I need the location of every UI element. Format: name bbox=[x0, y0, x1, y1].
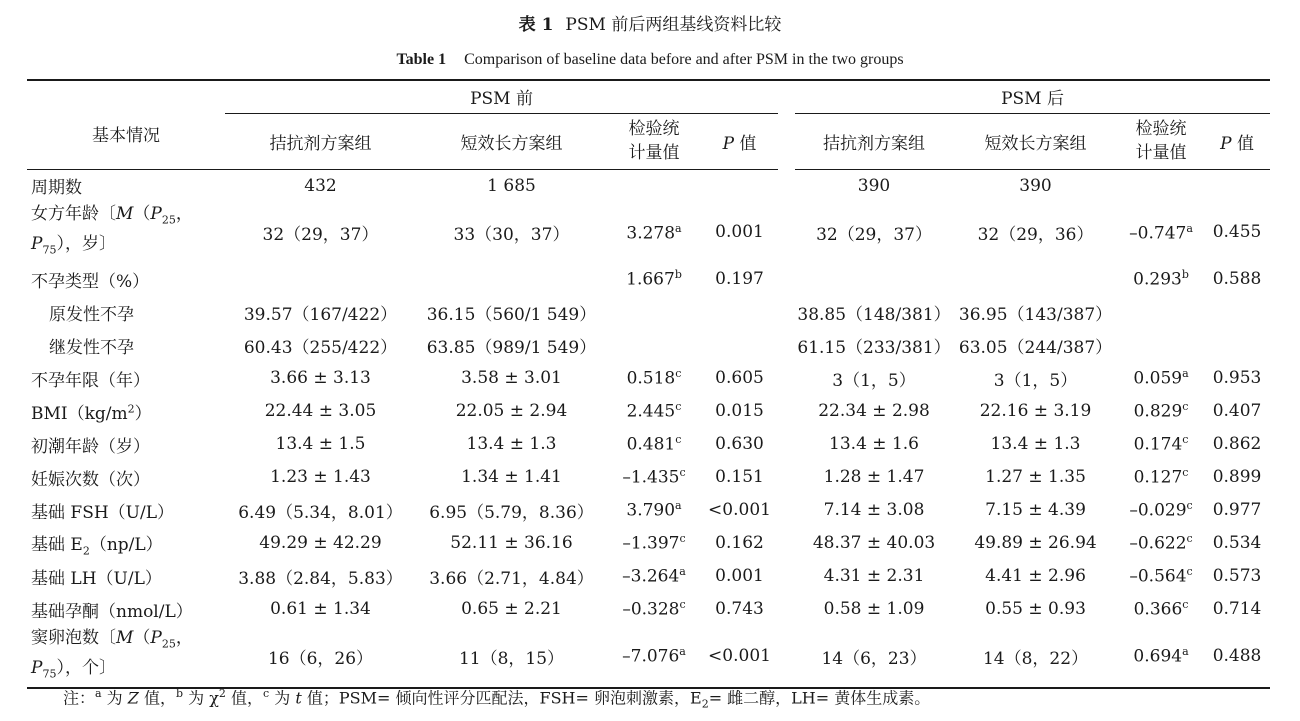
cell-antagonist-after: 14（6，23） bbox=[821, 648, 927, 669]
header-antagonist-after: 拮抗剂方案组 bbox=[795, 113, 953, 169]
cell-gap bbox=[778, 263, 795, 296]
cell-stat-after: –0.622$^c$ bbox=[1129, 532, 1193, 555]
cell-stat-before: 3.790$^a$ bbox=[626, 499, 682, 522]
cell-antagonist-after: 32（29，37） bbox=[816, 224, 932, 245]
row-label: 妊娠次数（次） bbox=[31, 469, 150, 490]
header-basic-info: 基本情况 bbox=[27, 80, 225, 169]
cell-short-long-before: 22.05 ± 2.94 bbox=[455, 401, 568, 422]
cell-short-long-before: 36.15（560/1 549） bbox=[426, 304, 597, 325]
cell-p-after bbox=[1204, 169, 1270, 202]
cell-gap bbox=[778, 395, 795, 428]
cell-short-long-before bbox=[416, 263, 607, 296]
header-stat-line2: 计量值 bbox=[628, 143, 680, 163]
cell-stat-after: 0.174$^c$ bbox=[1133, 433, 1189, 456]
cell-antagonist-before: 6.49（5.34，8.01） bbox=[238, 502, 403, 523]
cell-short-long-after: 36.95（143/387） bbox=[958, 304, 1113, 325]
table-row bbox=[27, 395, 1270, 428]
cell-p-after: 0.714 bbox=[1212, 599, 1262, 620]
cell-short-long-before: 1 685 bbox=[487, 175, 536, 196]
table-row bbox=[27, 560, 1270, 593]
cell-gap bbox=[778, 296, 795, 329]
cell-p-after bbox=[1204, 296, 1270, 329]
cell-stat-before: –1.435$^c$ bbox=[622, 466, 686, 489]
table-row bbox=[27, 202, 1270, 263]
cell-p-before: 0.605 bbox=[715, 368, 764, 389]
cell-p-before: 0.197 bbox=[715, 269, 764, 290]
baseline-table bbox=[27, 79, 1270, 689]
header-short-long-before: 短效长方案组 bbox=[416, 113, 607, 169]
cell-antagonist-before: 60.43（255/422） bbox=[243, 337, 398, 358]
cell-antagonist-after: 7.14 ± 3.08 bbox=[823, 500, 925, 521]
cell-p-before bbox=[701, 169, 778, 202]
label-line2: $P_{75}$），个〕 bbox=[31, 658, 116, 681]
header-p-letter: P bbox=[722, 133, 735, 154]
cell-antagonist-after: 38.85（148/381） bbox=[797, 304, 951, 325]
cell-p-after: 0.534 bbox=[1212, 533, 1262, 554]
header-p-before bbox=[701, 113, 778, 169]
table-body bbox=[27, 169, 1270, 688]
row-label bbox=[27, 202, 225, 263]
cell-short-long-after: 4.41 ± 2.96 bbox=[985, 566, 1086, 587]
cell-p-before: 0.001 bbox=[715, 566, 764, 587]
cell-antagonist-before bbox=[225, 263, 416, 296]
row-label: 基础 LH（U/L） bbox=[31, 568, 162, 589]
note-sup-2: 2 bbox=[218, 687, 226, 700]
cell-stat-before: –1.397$^c$ bbox=[622, 532, 686, 555]
note-sup-c: c bbox=[263, 687, 270, 700]
cell-stat-after bbox=[1118, 296, 1204, 329]
note-sup-a: a bbox=[95, 687, 102, 700]
cell-antagonist-after: 61.15（233/381） bbox=[797, 337, 951, 358]
cell-gap bbox=[778, 329, 795, 362]
cell-stat-before bbox=[607, 329, 701, 362]
header-row-groups bbox=[27, 80, 1270, 113]
cell-p-after: 0.977 bbox=[1212, 500, 1262, 521]
cell-gap bbox=[778, 626, 795, 688]
row-label: $BMI(kg/m^2)$ bbox=[31, 402, 152, 424]
cell-p-before: 0.162 bbox=[715, 533, 764, 554]
cell-short-long-after: 63.05（244/387） bbox=[958, 337, 1113, 358]
cell-antagonist-before: 1.23 ± 1.43 bbox=[270, 467, 371, 488]
cell-stat-after: –0.747$^a$ bbox=[1129, 221, 1193, 244]
cell-short-long-before: 0.65 ± 2.21 bbox=[461, 599, 562, 620]
label-line2: $P_{75}$），岁〕 bbox=[31, 234, 116, 257]
cell-p-before: 0.001 bbox=[715, 222, 764, 243]
caption-en-label: Table 1 bbox=[396, 51, 447, 68]
cell-antagonist-after: 3（1，5） bbox=[832, 370, 916, 391]
row-label: 继发性不孕 bbox=[49, 337, 134, 358]
note-text: 为 bbox=[101, 688, 128, 708]
cell-gap bbox=[778, 560, 795, 593]
cell-p-before: 0.743 bbox=[715, 599, 764, 620]
header-short-long-after: 短效长方案组 bbox=[953, 113, 1118, 169]
cell-short-long-before: 1.34 ± 1.41 bbox=[461, 467, 562, 488]
cell-gap bbox=[778, 169, 795, 202]
row-label: 不孕年限（年） bbox=[31, 370, 150, 391]
note-text: 为 bbox=[269, 688, 296, 708]
cell-short-long-after: 14（8，22） bbox=[982, 648, 1089, 669]
cell-stat-before: –7.076$^a$ bbox=[622, 645, 686, 667]
cell-antagonist-after: 1.28 ± 1.47 bbox=[823, 467, 925, 488]
cell-antagonist-before: 0.61 ± 1.34 bbox=[270, 599, 371, 620]
cell-p-before: <0.001 bbox=[708, 646, 771, 667]
header-p-letter: P bbox=[1220, 133, 1232, 154]
row-label: 基础 FSH（U/L） bbox=[31, 502, 175, 523]
cell-stat-before bbox=[607, 296, 701, 329]
cell-short-long-after bbox=[953, 263, 1118, 296]
cell-gap bbox=[778, 461, 795, 494]
table-row bbox=[27, 362, 1270, 395]
cell-p-after bbox=[1204, 329, 1270, 362]
cell-antagonist-before: 3.66 ± 3.13 bbox=[270, 368, 371, 389]
cell-short-long-after: 390 bbox=[1019, 175, 1052, 196]
cell-short-long-before: 52.11 ± 36.16 bbox=[450, 533, 573, 554]
header-psm-after: PSM 后 bbox=[795, 80, 1270, 113]
cell-short-long-after: 0.55 ± 0.93 bbox=[985, 599, 1086, 620]
header-p-suffix: 值 bbox=[734, 133, 757, 154]
cell-short-long-after: 13.4 ± 1.3 bbox=[990, 434, 1081, 455]
cell-stat-after: 0.293$^b$ bbox=[1133, 268, 1189, 291]
row-label: 基础 $E_2(np/L)$ bbox=[31, 534, 163, 557]
cell-stat-before: 1.667$^b$ bbox=[626, 268, 682, 291]
cell-antagonist-after: 0.58 ± 1.09 bbox=[823, 599, 925, 620]
cell-short-long-before: 6.95（5.79，8.36） bbox=[429, 502, 594, 523]
cell-antagonist-before: 13.4 ± 1.5 bbox=[275, 434, 366, 455]
table-row bbox=[27, 296, 1270, 329]
table-row bbox=[27, 461, 1270, 494]
note-text: 为 χ bbox=[183, 688, 219, 708]
row-label: 周期数 bbox=[31, 178, 82, 199]
header-stat-line1: 检验统 bbox=[628, 119, 680, 139]
cell-antagonist-after: 4.31 ± 2.31 bbox=[823, 566, 925, 587]
header-p-suffix: 值 bbox=[1231, 133, 1254, 154]
header-stat-line1: 检验统 bbox=[1135, 119, 1187, 139]
cell-gap bbox=[778, 362, 795, 395]
cell-p-after: 0.455 bbox=[1212, 222, 1262, 243]
cell-stat-after: 0.694$^a$ bbox=[1133, 645, 1189, 667]
cell-p-after: 0.862 bbox=[1212, 434, 1262, 455]
note-text: 值；PSM= 倾向性评分匹配法，FSH= 卵泡刺激素，E bbox=[301, 688, 702, 708]
note-sub-2: 2 bbox=[701, 697, 709, 711]
cell-p-after: 0.953 bbox=[1212, 368, 1262, 389]
cell-antagonist-before: 49.29 ± 42.29 bbox=[259, 533, 382, 554]
note-sup-b: b bbox=[175, 687, 184, 700]
cell-stat-after bbox=[1118, 329, 1204, 362]
cell-stat-before: –3.264$^a$ bbox=[622, 565, 686, 588]
label-line1: 窦卵泡数〔$M(P_{25}$， bbox=[31, 627, 193, 651]
table-row bbox=[27, 593, 1270, 626]
cell-p-after: 0.407 bbox=[1212, 401, 1262, 422]
header-stat-line2: 计量值 bbox=[1135, 143, 1187, 163]
cell-antagonist-after: 48.37 ± 40.03 bbox=[812, 533, 936, 554]
table-row bbox=[27, 428, 1270, 461]
cell-short-long-after: 49.89 ± 26.94 bbox=[974, 533, 1097, 554]
cell-short-long-after: 1.27 ± 1.35 bbox=[985, 467, 1086, 488]
table-row bbox=[27, 626, 1270, 688]
cell-stat-after: 0.829$^c$ bbox=[1133, 400, 1189, 423]
table-footnote bbox=[63, 684, 930, 715]
note-text: 值， bbox=[225, 688, 263, 708]
cell-p-after: 0.488 bbox=[1212, 646, 1262, 667]
cell-gap bbox=[778, 494, 795, 527]
cell-stat-before: 0.518$^c$ bbox=[626, 367, 682, 390]
table-row bbox=[27, 527, 1270, 560]
cell-antagonist-before: 3.88（2.84，5.83） bbox=[238, 568, 403, 589]
note-text: 值， bbox=[138, 688, 176, 708]
cell-stat-after: 0.059$^a$ bbox=[1133, 367, 1189, 390]
cell-stat-before: –0.328$^c$ bbox=[622, 598, 686, 621]
cell-gap bbox=[778, 593, 795, 626]
header-stat-after bbox=[1118, 113, 1204, 169]
cell-gap bbox=[778, 428, 795, 461]
note-t: t bbox=[295, 688, 302, 708]
cell-antagonist-before: 22.44 ± 3.05 bbox=[264, 401, 377, 422]
cell-p-before: 0.015 bbox=[715, 401, 764, 422]
cell-p-before: <0.001 bbox=[708, 500, 771, 521]
cell-p-after: 0.899 bbox=[1212, 467, 1262, 488]
cell-stat-before: 3.278$^a$ bbox=[626, 221, 682, 244]
header-psm-before: PSM 前 bbox=[225, 80, 778, 113]
header-stat-before bbox=[607, 113, 701, 169]
caption-en-title: Comparison of baseline data before and after PSM in the two groups bbox=[464, 51, 904, 68]
cell-p-after: 0.573 bbox=[1212, 566, 1262, 587]
row-label: 基础孕酮（nmol/L） bbox=[31, 601, 193, 622]
cell-gap bbox=[778, 202, 795, 263]
cell-antagonist-after: 13.4 ± 1.6 bbox=[829, 434, 919, 455]
table-row bbox=[27, 263, 1270, 296]
header-p-after bbox=[1204, 113, 1270, 169]
cell-antagonist-after: 390 bbox=[857, 175, 891, 196]
cell-stat-after bbox=[1118, 169, 1204, 202]
cell-p-before: 0.151 bbox=[715, 467, 764, 488]
row-label bbox=[27, 626, 225, 688]
header-antagonist-before: 拮抗剂方案组 bbox=[225, 113, 416, 169]
cell-stat-after: 0.127$^c$ bbox=[1133, 466, 1189, 489]
row-label: 不孕类型（%） bbox=[31, 271, 150, 292]
cell-p-after: 0.588 bbox=[1212, 269, 1262, 290]
cell-p-before bbox=[701, 296, 778, 329]
cell-short-long-before: 13.4 ± 1.3 bbox=[466, 434, 557, 455]
header-gap-2 bbox=[778, 113, 795, 169]
cell-antagonist-after bbox=[795, 263, 953, 296]
table-row bbox=[27, 169, 1270, 202]
note-z: Z bbox=[127, 688, 139, 708]
header-gap bbox=[778, 80, 795, 113]
cell-short-long-after: 32（29，36） bbox=[977, 224, 1094, 245]
note-text: = 雌二醇，LH= 黄体生成素。 bbox=[708, 688, 931, 708]
cell-short-long-before: 33（30，37） bbox=[453, 224, 570, 245]
caption-cn-label: 表 1 bbox=[518, 15, 554, 35]
table-row bbox=[27, 494, 1270, 527]
caption-cn-title: PSM 前后两组基线资料比较 bbox=[565, 15, 782, 35]
cell-stat-before: 0.481$^c$ bbox=[626, 433, 682, 456]
table-row bbox=[27, 329, 1270, 362]
cell-antagonist-before: 39.57（167/422） bbox=[243, 304, 398, 325]
cell-antagonist-before: 32（29，37） bbox=[262, 224, 379, 245]
caption-chinese bbox=[0, 14, 1300, 36]
cell-stat-after: –0.564$^c$ bbox=[1129, 565, 1193, 588]
cell-stat-before: 2.445$^c$ bbox=[626, 400, 682, 423]
cell-p-before bbox=[701, 329, 778, 362]
cell-antagonist-after: 22.34 ± 2.98 bbox=[818, 401, 930, 422]
cell-stat-before bbox=[607, 169, 701, 202]
cell-short-long-before: 3.58 ± 3.01 bbox=[461, 368, 562, 389]
cell-short-long-after: 3（1，5） bbox=[993, 370, 1078, 391]
cell-short-long-before: 3.66（2.71，4.84） bbox=[429, 568, 594, 589]
cell-short-long-before: 63.85（989/1 549） bbox=[426, 337, 597, 358]
note-prefix: 注： bbox=[63, 688, 96, 708]
cell-p-before: 0.630 bbox=[715, 434, 764, 455]
cell-antagonist-before: 16（6，26） bbox=[267, 648, 374, 669]
row-label: 初潮年龄（岁） bbox=[31, 436, 150, 457]
cell-short-long-after: 22.16 ± 3.19 bbox=[979, 401, 1092, 422]
cell-short-long-after: 7.15 ± 4.39 bbox=[985, 500, 1086, 521]
label-line1: 女方年龄〔$M(P_{25}$， bbox=[31, 204, 193, 227]
cell-stat-after: 0.366$^c$ bbox=[1133, 598, 1189, 621]
row-label: 原发性不孕 bbox=[49, 304, 134, 325]
cell-gap bbox=[778, 527, 795, 560]
caption-english bbox=[0, 50, 1300, 70]
cell-antagonist-before: 432 bbox=[304, 175, 337, 196]
cell-stat-after: –0.029$^c$ bbox=[1129, 499, 1193, 522]
cell-short-long-before: 11（8，15） bbox=[458, 648, 565, 669]
